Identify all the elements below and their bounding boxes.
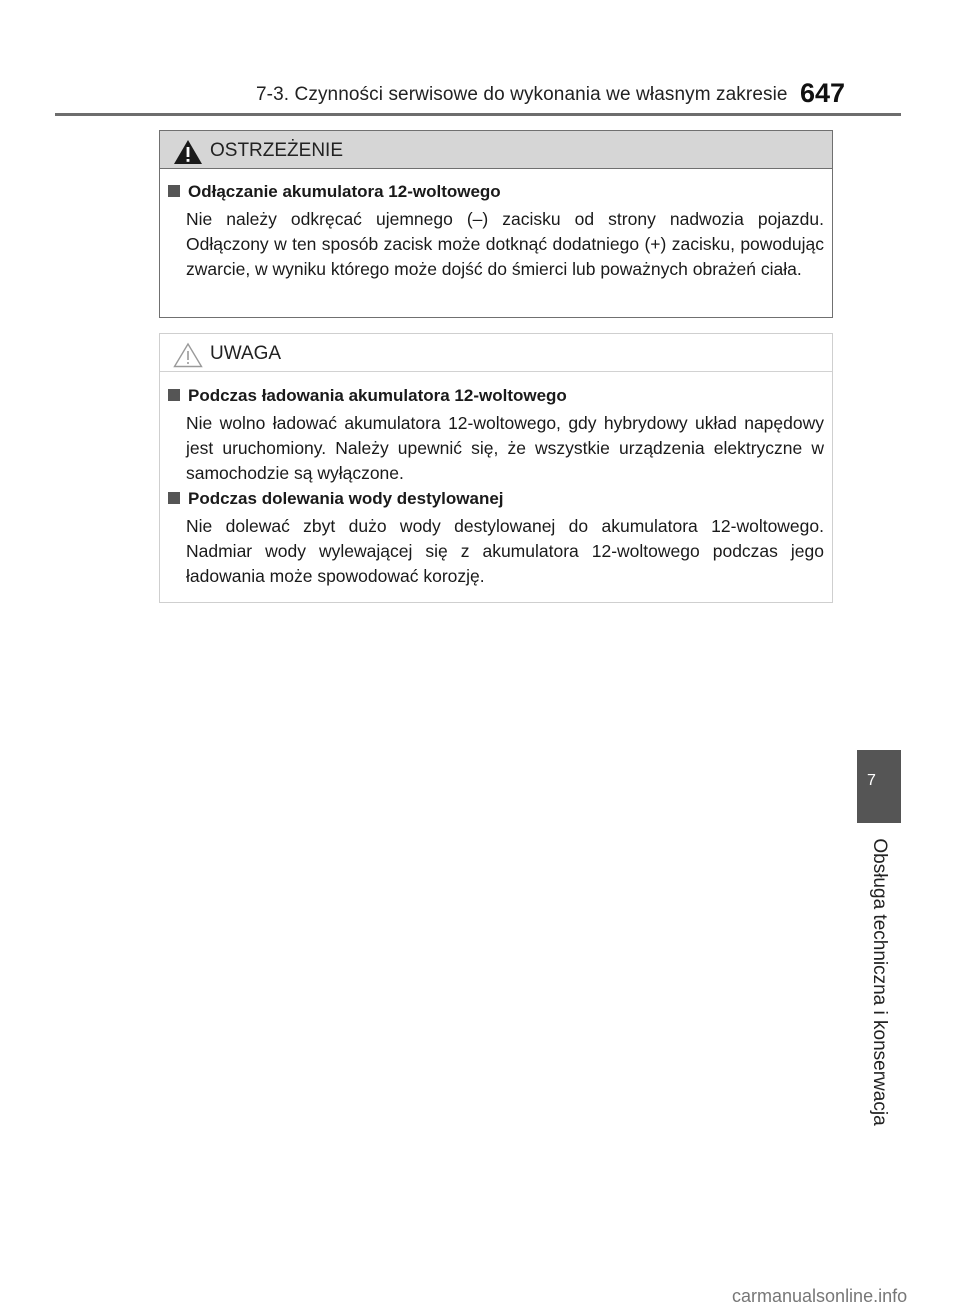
warning-box-title: OSTRZEŻENIE (210, 140, 344, 161)
warning-item (168, 181, 824, 282)
caution-item-charging (168, 385, 824, 486)
caution-item-distilled-water (168, 488, 824, 589)
chapter-tab (857, 750, 901, 823)
chapter-title: Obsługa techniczna i konserwacja (869, 838, 890, 1126)
caution-item-body: Nie dolewać zbyt dużo wody destylowanej do akumulatora 12-woltowego. Nadmiar wody wylewającej się z akumulatora 12-woltowego podczas jego ładowania może spowodować korozję. (186, 516, 824, 586)
warning-box (159, 130, 833, 318)
header-divider (55, 113, 901, 116)
caution-item-heading: Podczas ładowania akumulatora 12-woltowego (168, 385, 818, 407)
chapter-number: 7 (867, 772, 876, 789)
caution-item-body: Nie wolno ładować akumulatora 12-woltowego, gdy hybrydowy układ napędowy jest uruchomiony. Należy upewnić się, że wszystkie urządzenia elektryczne w samochodzie są wyłączone. (186, 413, 824, 483)
square-bullet-icon (168, 389, 180, 401)
square-bullet-icon (168, 492, 180, 504)
warning-item-body: Nie należy odkręcać ujemnego (–) zacisku od strony nadwozia pojazdu. Odłączony w ten sposób zacisk może dotknąć dodatniego (+) zacisku, powodując zwarcie, w wyniku którego może dojść do śmierci lub poważnych obrażeń ciała. (186, 209, 824, 279)
caution-box (159, 333, 833, 603)
square-bullet-icon (168, 185, 180, 197)
page-number: 647 (800, 78, 846, 108)
watermark: carmanualsonline.info (732, 1286, 908, 1306)
warning-item-heading: Odłączanie akumulatora 12-woltowego (168, 181, 818, 203)
caution-box-header (160, 334, 832, 372)
warning-box-header (160, 131, 832, 169)
caution-triangle-outline-icon (173, 342, 203, 368)
caution-box-title: UWAGA (210, 343, 282, 364)
section-title: 7-3. Czynności serwisowe do wykonania we własnym zakresie (256, 84, 788, 105)
warning-triangle-filled-icon (173, 139, 203, 165)
caution-item-heading: Podczas dolewania wody destylowanej (168, 488, 818, 510)
